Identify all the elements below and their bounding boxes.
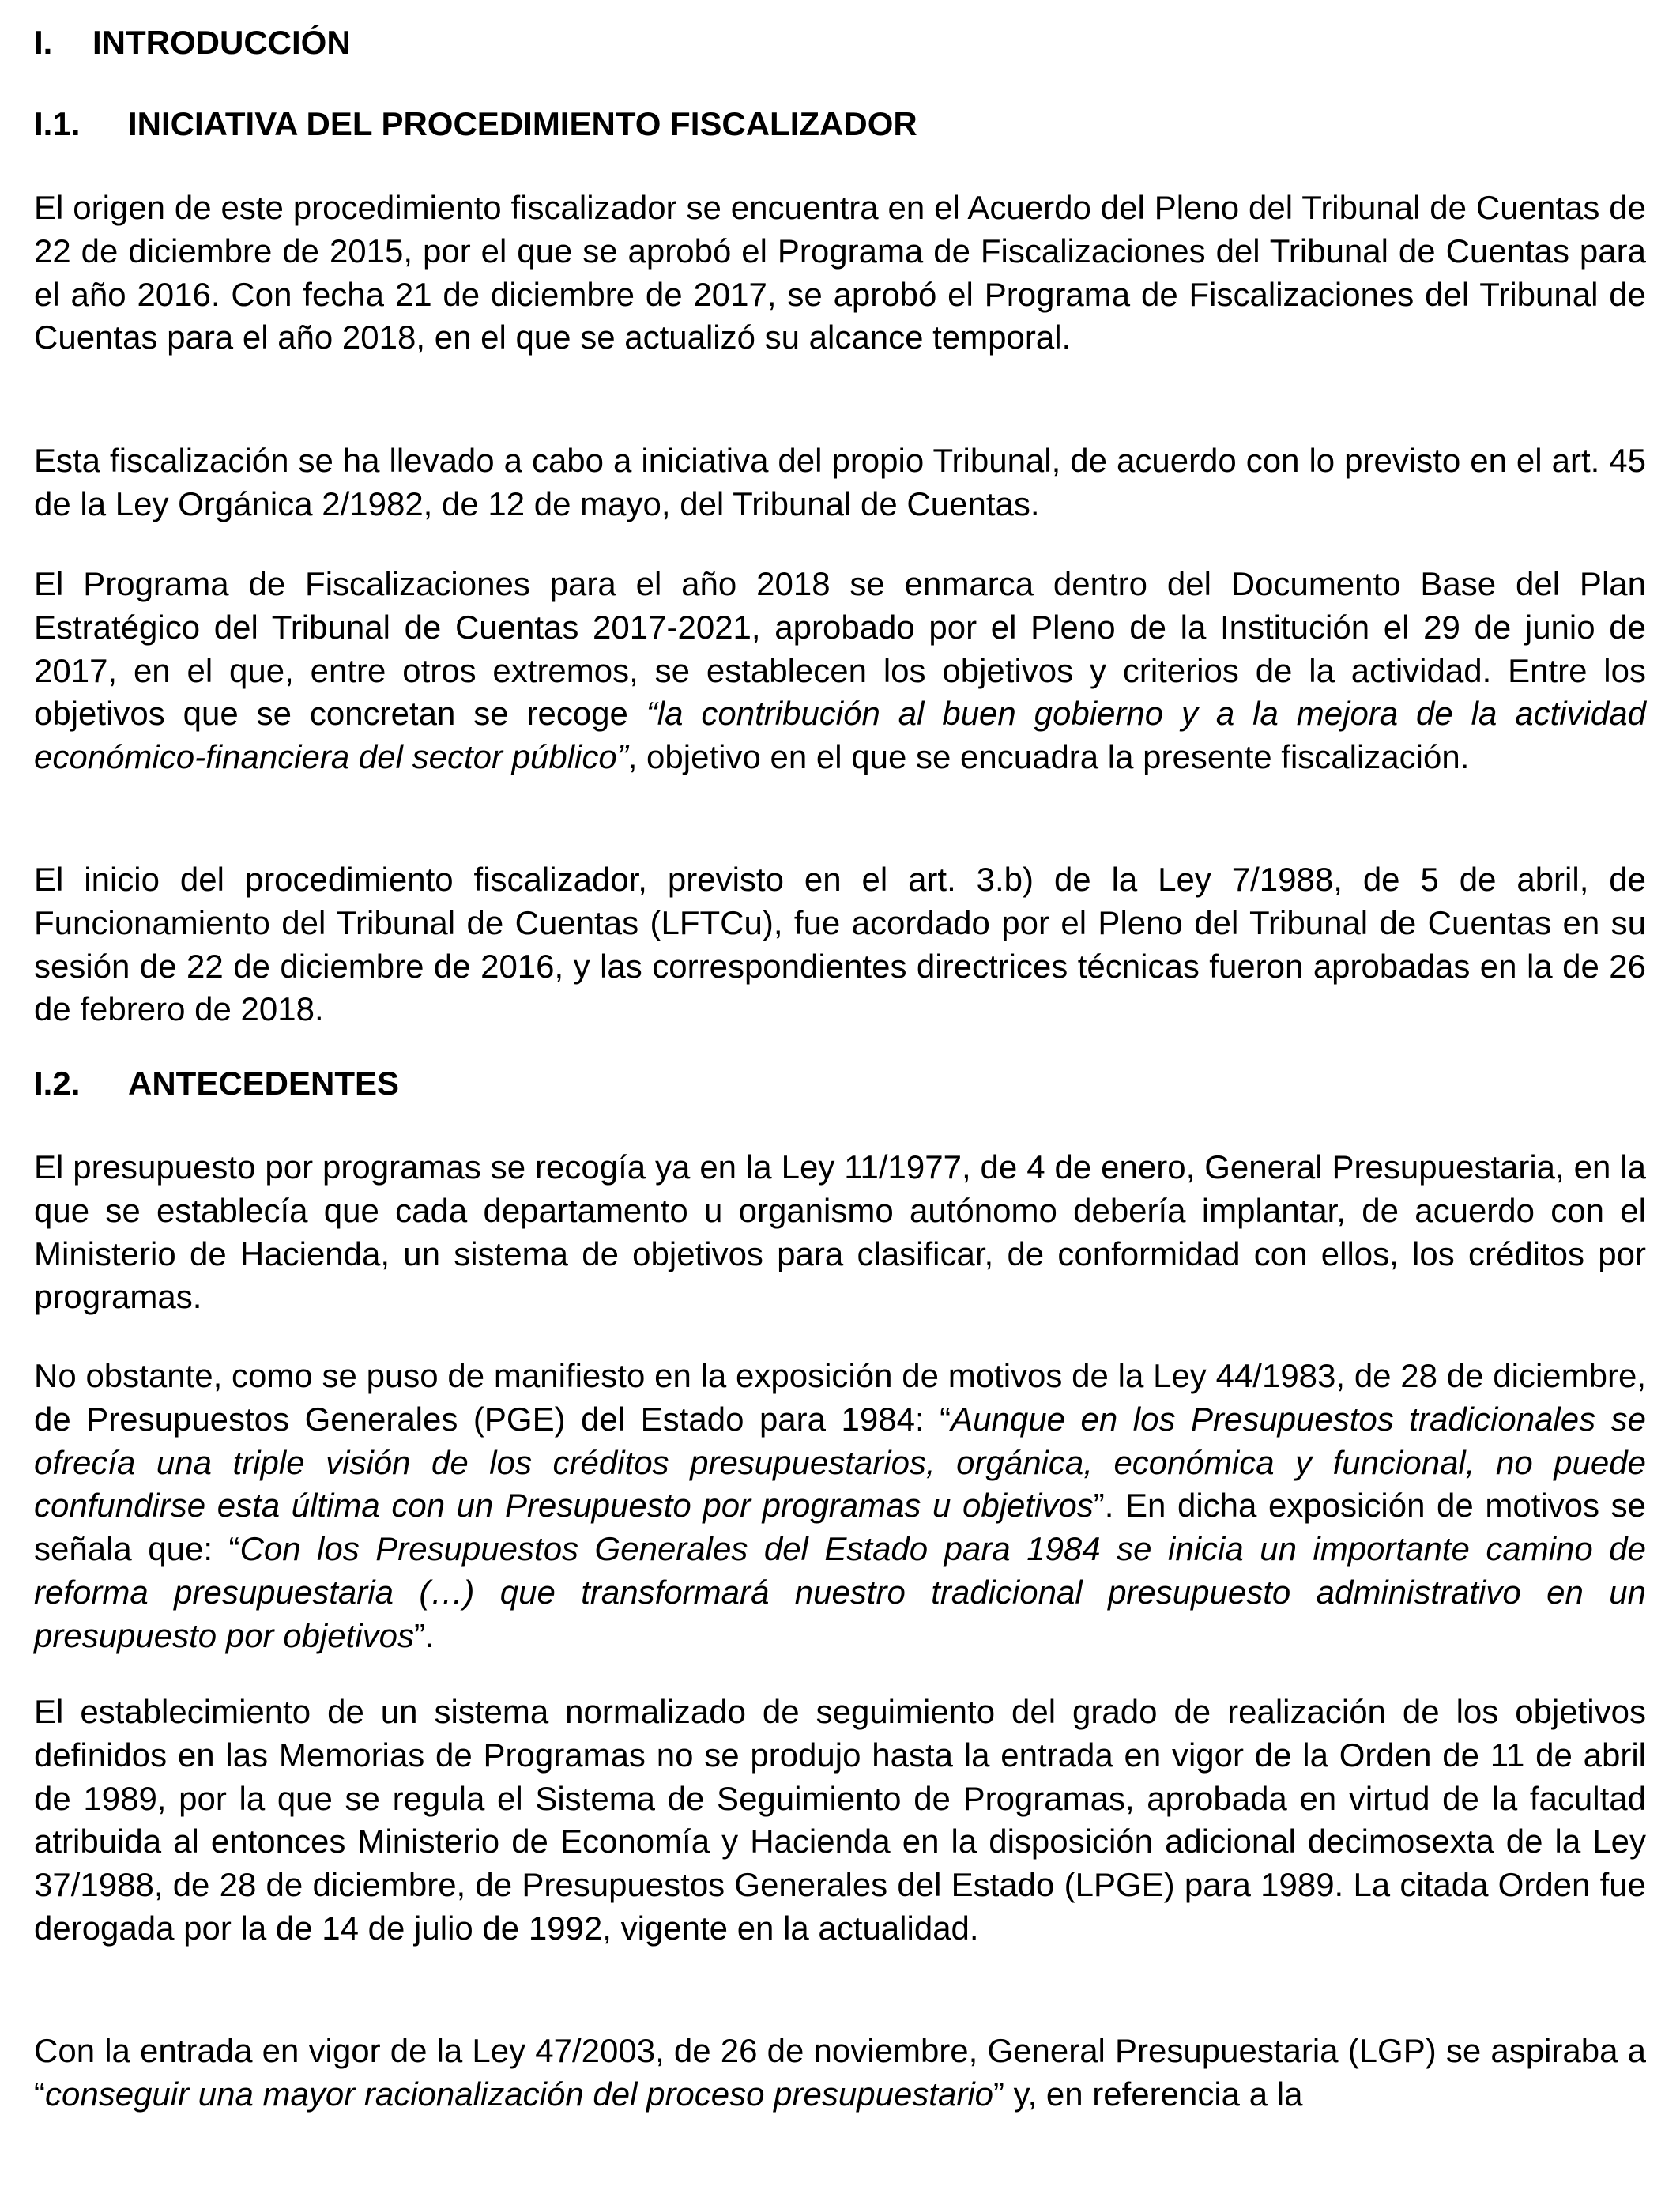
section-title: ANTECEDENTES [128, 1065, 400, 1102]
paragraph-inicio-procedimiento: El inicio del procedimiento fiscalizador, previsto en el art. 3.b) de la Ley 7/1988, de 5 de abril, de Funcionamiento del Tribunal de Cuentas (LFTCu), fue acordado por el Pleno del Tribunal de Cuentas en su sesión de 22 de diciembre de 2016, y las correspondientes directrices técnicas fueron aprobadas en la de 26 de febrero de 2018. [34, 861, 1646, 1028]
paragraph-text: El Programa de Fiscalizaciones para el año 2018 se enmarca dentro del Documento Base del Plan Estratégico del Tribunal de Cuentas 2017-2021, aprobado por el Pleno de la Institución el 29 de junio de 2017, en el que, entre otros extremos, se establecen los objetivos y criterios de la actividad. Entre los objetivos que se concretan se recoge [34, 565, 1646, 733]
paragraph-text: ” y, en referencia a la [993, 2075, 1303, 2113]
section-heading-antecedentes [34, 1062, 400, 1105]
paragraph-sistema-seguimiento: El establecimiento de un sistema normalizado de seguimiento del grado de realización de los objetivos definidos en las Memorias de Programas no se produjo hasta la entrada en vigor de la Orden de 11 de abril de 1989, por la que se regula el Sistema de Seguimiento de Programas, aprobada en virtud de la facultad atribuida al entonces Ministerio de Economía y Hacienda en la disposición adicional decimosexta de la Ley 37/1988, de 28 de diciembre, de Presupuestos Generales del Estado (LPGE) para 1989. La citada Orden fue derogada por la de 14 de julio de 1992, vigente en la actualidad. [34, 1693, 1646, 1947]
italic-quote: Aunque en los Presupuestos tradicionales se ofrecía una triple visión de los créditos presupuestarios, orgánica, económica y funcional, no puede confundirse esta última con un Presupuesto por programas u objetivos [34, 1400, 1646, 1525]
paragraph-ley-general-presupuestaria [34, 2030, 1646, 2117]
paragraph-text: ”. [413, 1616, 435, 1654]
paragraph-text: , objetivo en el que se encuadra la presente fiscalización. [627, 738, 1470, 776]
section-title: INTRODUCCIÓN [92, 24, 351, 61]
paragraph-plan-estrategico [34, 563, 1646, 779]
section-title: INICIATIVA DEL PROCEDIMIENTO FISCALIZADOR [128, 105, 917, 142]
italic-quote: Con los Presupuestos Generales del Estado para 1984 se inicia un importante camino de reforma presupuestaria (…) que transformará nuestro tradicional presupuesto administrativo en un presupuesto por objetivos [34, 1530, 1646, 1654]
paragraph-iniciativa: Esta fiscalización se ha llevado a cabo a iniciativa del propio Tribunal, de acuerdo con lo previsto en el art. 45 de la Ley Orgánica 2/1982, de 12 de mayo, del Tribunal de Cuentas. [34, 442, 1646, 522]
paragraph-text: Con la entrada en vigor de la Ley 47/2003, de 26 de noviembre, General Presupuestaria (LGP) se aspiraba a “ [34, 2032, 1646, 2113]
paragraph-presupuesto-programas: El presupuesto por programas se recogía ya en la Ley 11/1977, de 4 de enero, General Presupuestaria, en la que se establecía que cada departamento u organismo autónomo debería implantar, de acuerdo con el Ministerio de Hacienda, un sistema de objetivos para clasificar, de conformidad con ellos, los créditos por programas. [34, 1148, 1646, 1316]
paragraph-text: No obstante, como se puso de manifiesto en la exposición de motivos de la Ley 44/1983, de 28 de diciembre, de Presupuestos Generales (PGE) del Estado para 1984: “ [34, 1357, 1646, 1438]
section-number: I.2. [34, 1065, 81, 1102]
section-heading-introduccion [34, 21, 351, 64]
italic-quote: conseguir una mayor racionalización del proceso presupuestario [45, 2075, 994, 2113]
section-heading-iniciativa [34, 103, 917, 145]
paragraph-origen: El origen de este procedimiento fiscalizador se encuentra en el Acuerdo del Pleno del Tribunal de Cuentas de 22 de diciembre de 2015, por el que se aprobó el Programa de Fiscalizaciones del Tribunal de Cuentas para el año 2016. Con fecha 21 de diciembre de 2017, se aprobó el Programa de Fiscalizaciones del Tribunal de Cuentas para el año 2018, en el que se actualizó su alcance temporal. [34, 189, 1646, 356]
section-number: I.1. [34, 105, 81, 142]
paragraph-text: ”. En dicha exposición de motivos se señala que: “ [34, 1487, 1646, 1568]
italic-quote: “la contribución al buen gobierno y a la mejora de la actividad económico-financiera del sector público” [34, 695, 1647, 776]
paragraph-exposicion-motivos [34, 1355, 1646, 1658]
section-number: I. [34, 24, 53, 61]
